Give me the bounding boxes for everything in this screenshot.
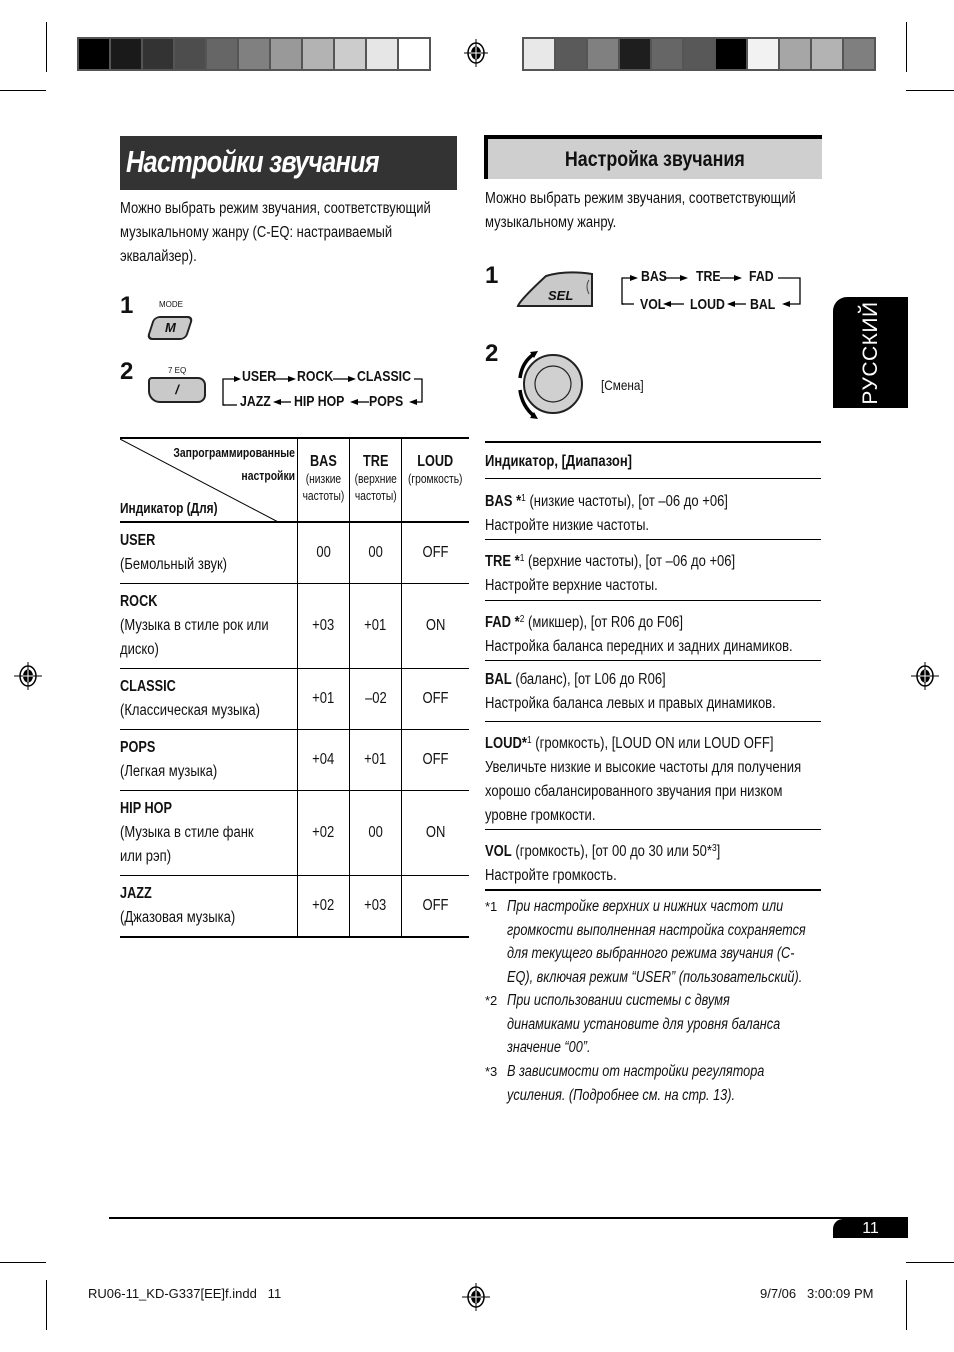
color-swatch xyxy=(684,39,714,69)
color-swatch xyxy=(143,39,173,69)
mode-button-label: MODE xyxy=(159,300,183,309)
column-header-loud: LOUD (громкость) xyxy=(402,438,469,522)
divider xyxy=(485,889,821,891)
color-swatch xyxy=(716,39,746,69)
crop-mark xyxy=(906,1262,954,1263)
registration-mark-icon xyxy=(14,662,42,690)
control-dial-icon[interactable] xyxy=(510,346,600,422)
table-row: USER (Бемольный звук) 00 00 OFF xyxy=(120,522,469,584)
color-swatch xyxy=(303,39,333,69)
list-item-tre: TRE *$^1$ (верхние частоты), [от –06 до +06] Настройте верхние частоты. xyxy=(485,553,736,594)
color-bar-right xyxy=(522,37,876,71)
table-row: JAZZ (Джазовая музыка) +02 +03 OFF xyxy=(120,876,469,938)
divider xyxy=(485,829,821,830)
crop-mark xyxy=(906,22,907,72)
divider xyxy=(485,478,821,479)
registration-mark-icon xyxy=(911,662,939,690)
divider xyxy=(485,721,821,722)
sel-item-bas: BAS xyxy=(641,268,667,285)
eq-mode-classic: CLASSIC xyxy=(357,368,411,385)
crop-mark xyxy=(906,90,954,91)
crop-mark xyxy=(906,1280,907,1330)
crop-mark xyxy=(46,22,47,72)
color-swatch xyxy=(844,39,874,69)
sel-button[interactable] xyxy=(516,270,594,310)
footer-rule xyxy=(109,1217,908,1219)
table-corner-header: Запрограммированные настройки Индикатор (Для) xyxy=(120,438,298,522)
color-swatch xyxy=(111,39,141,69)
sel-item-fad: FAD xyxy=(749,268,774,285)
divider xyxy=(485,539,821,540)
crop-mark xyxy=(0,90,46,91)
list-header: Индикатор, [Диапазон] xyxy=(485,453,633,470)
sel-item-bal: BAL xyxy=(750,296,776,313)
color-swatch xyxy=(239,39,269,69)
right-section-title: Настройка звучания xyxy=(484,135,822,179)
list-item-loud: LOUD*$^1$ (громкость), [LOUD ON или LOUD OFF] Увеличьте низкие и высокие частоты для получения хорошо сбалансированного звучания при низком уровне громкости. xyxy=(485,735,802,824)
color-swatch xyxy=(271,39,301,69)
registration-mark-icon xyxy=(462,39,490,67)
color-swatch xyxy=(335,39,365,69)
eq-button[interactable]: / xyxy=(148,377,206,403)
eq-button-label: 7 EQ xyxy=(168,366,187,375)
left-page-title: Настройки звучания xyxy=(120,136,457,190)
footnote-3: *3 В зависимости от настройки регулятора усиления. (Подробнее см. на стр. 13). xyxy=(485,1063,765,1104)
divider xyxy=(485,600,821,601)
sel-item-vol: VOL xyxy=(640,296,666,313)
color-swatch xyxy=(556,39,586,69)
mode-button[interactable]: M xyxy=(146,316,194,340)
color-swatch xyxy=(588,39,618,69)
color-swatch xyxy=(652,39,682,69)
list-item-fad: FAD *$^2$ (микшер), [от R06 до F06] Настройка баланса передних и задних динамиков. xyxy=(485,614,793,655)
color-swatch xyxy=(748,39,778,69)
column-header-bas: BAS (низкие частоты) xyxy=(298,438,350,522)
slug-filename: RU06-11_KD-G337[EE]f.indd 11 xyxy=(88,1286,282,1301)
color-swatch xyxy=(780,39,810,69)
eq-preset-table xyxy=(120,437,469,938)
sel-item-tre: TRE xyxy=(696,268,721,285)
eq-mode-pops: POPS xyxy=(369,393,404,410)
right-intro: Можно выбрать режим звучания, соответствующий музыкальному жанру. xyxy=(485,190,796,231)
footnote-1: *1 При настройке верхних и нижних частот или громкости выполненная настройка сохраняется для текущего выбранного режима звучания (C- EQ), включая режим “USER” (пользовательский). xyxy=(485,898,806,986)
column-header-tre: TRE (верхние частоты) xyxy=(349,438,402,522)
color-bar-left xyxy=(77,37,431,71)
color-swatch xyxy=(207,39,237,69)
table-row: ROCK (Музыка в стиле рок или диско) +03 +01 ON xyxy=(120,584,469,669)
eq-mode-user: USER xyxy=(242,368,277,385)
list-item-bas: BAS *$^1$ (низкие частоты), [от –06 до +06] Настройте низкие частоты. xyxy=(485,493,728,534)
color-swatch xyxy=(524,39,554,69)
sel-item-loud: LOUD xyxy=(690,296,725,313)
color-swatch xyxy=(620,39,650,69)
step-2-number: 2 xyxy=(485,340,499,367)
language-tab: РУССКИЙ xyxy=(833,297,908,408)
list-item-vol: VOL (громкость), [от 00 до 30 или 50*$^3$] Настройте громкость. xyxy=(485,843,721,884)
left-intro: Можно выбрать режим звучания, соответствующий музыкальному жанру (C-EQ: настраиваемый эквалайзер). xyxy=(120,200,431,265)
eq-mode-hiphop: HIP HOP xyxy=(294,393,345,410)
color-swatch xyxy=(79,39,109,69)
color-swatch xyxy=(399,39,429,69)
color-swatch xyxy=(175,39,205,69)
table-row: POPS (Легкая музыка) +04 +01 OFF xyxy=(120,730,469,791)
eq-mode-rock: ROCK xyxy=(297,368,334,385)
divider xyxy=(485,660,821,661)
step-2-number: 2 xyxy=(120,358,134,385)
color-swatch xyxy=(812,39,842,69)
crop-mark xyxy=(0,1262,46,1263)
dial-change-label: [Смена] xyxy=(601,377,644,393)
step-1-number: 1 xyxy=(120,292,134,319)
list-item-bal: BAL (баланс), [от L06 до R06] Настройка баланса левых и правых динамиков. xyxy=(485,671,776,712)
step-1-number: 1 xyxy=(485,262,499,289)
footnote-2: *2 При использовании системы с двумя динамиками установите для уровня баланса значение “00”. xyxy=(485,992,781,1056)
slug-date: 9/7/06 3:00:09 PM xyxy=(760,1286,874,1301)
divider xyxy=(485,441,821,443)
crop-mark xyxy=(46,1280,47,1330)
color-swatch xyxy=(367,39,397,69)
page-number: 11 xyxy=(833,1219,908,1238)
registration-mark-icon xyxy=(462,1283,490,1311)
table-row: HIP HOP (Музыка в стиле фанк или рэп) +02 00 ON xyxy=(120,791,469,876)
eq-mode-jazz: JAZZ xyxy=(240,393,271,410)
svg-text:SEL: SEL xyxy=(548,288,574,303)
table-row: CLASSIC (Классическая музыка) +01 –02 OFF xyxy=(120,669,469,730)
